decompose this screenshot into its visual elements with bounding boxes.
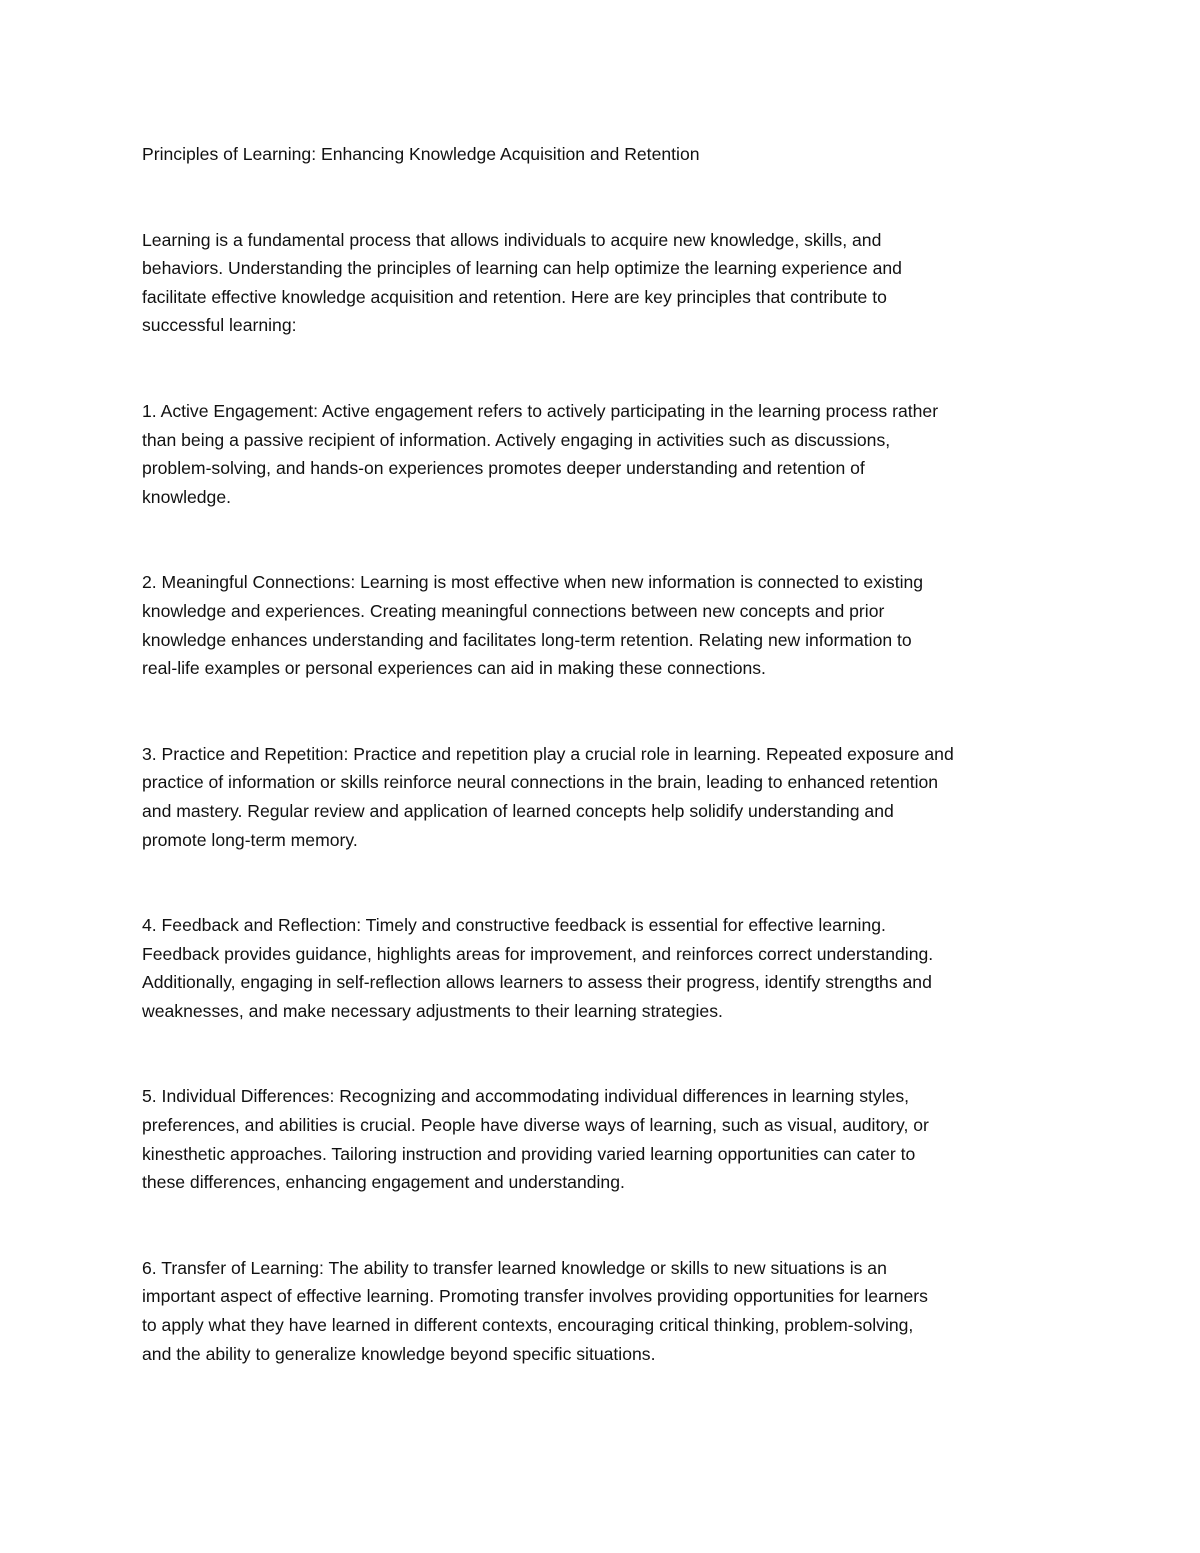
- paragraph-line: Feedback provides guidance, highlights areas for improvement, and reinforces correct understanding.: [142, 943, 934, 964]
- principle-paragraph: [142, 568, 1062, 682]
- principle-paragraph: [142, 1254, 1062, 1368]
- paragraph-line: preferences, and abilities is crucial. People have diverse ways of learning, such as visual, auditory, or: [142, 1115, 929, 1136]
- paragraph-line: 5. Individual Differences: Recognizing and accommodating individual differences in learning styles,: [142, 1086, 910, 1107]
- principle-paragraph: [142, 1082, 1062, 1196]
- paragraph-line: 1. Active Engagement: Active engagement refers to actively participating in the learning process rather: [142, 400, 939, 421]
- paragraph-line: kinesthetic approaches. Tailoring instruction and providing varied learning opportunities can cater to: [142, 1143, 916, 1164]
- paragraph-line: Additionally, engaging in self-reflection allows learners to assess their progress, identify strengths and: [142, 972, 932, 993]
- paragraph-line: promote long-term memory.: [142, 829, 358, 850]
- paragraph-line: weaknesses, and make necessary adjustments to their learning strategies.: [142, 1000, 723, 1021]
- paragraph-line: knowledge and experiences. Creating meaningful connections between new concepts and prior: [142, 600, 885, 621]
- paragraph-line: knowledge.: [142, 486, 232, 507]
- paragraph-line: 2. Meaningful Connections: Learning is most effective when new information is connected to existing: [142, 572, 924, 593]
- paragraph-line: Learning is a fundamental process that allows individuals to acquire new knowledge, skills, and: [142, 229, 882, 250]
- document-title: Principles of Learning: Enhancing Knowledge Acquisition and Retention: [142, 144, 700, 164]
- principle-paragraph: [142, 397, 1062, 511]
- paragraph-line: real-life examples or personal experiences can aid in making these connections.: [142, 658, 766, 679]
- paragraph-line: 6. Transfer of Learning: The ability to transfer learned knowledge or skills to new situations is an: [142, 1257, 887, 1278]
- paragraph-line: to apply what they have learned in different contexts, encouraging critical thinking, problem-solving,: [142, 1315, 914, 1336]
- paragraph-line: than being a passive recipient of information. Actively engaging in activities such as discussions,: [142, 429, 891, 450]
- paragraph-line: facilitate effective knowledge acquisition and retention. Here are key principles that contribute to: [142, 286, 887, 307]
- paragraph-line: and the ability to generalize knowledge beyond specific situations.: [142, 1343, 656, 1364]
- paragraph-line: 3. Practice and Repetition: Practice and repetition play a crucial role in learning. Repeated exposure and: [142, 743, 954, 764]
- paragraph-line: and mastery. Regular review and application of learned concepts help solidify understanding and: [142, 800, 894, 821]
- paragraph-line: these differences, enhancing engagement and understanding.: [142, 1172, 625, 1193]
- paragraph-line: practice of information or skills reinforce neural connections in the brain, leading to enhanced retention: [142, 772, 939, 793]
- paragraph-line: important aspect of effective learning. Promoting transfer involves providing opportunities for learners: [142, 1286, 928, 1307]
- document-body: [142, 226, 1062, 1369]
- principle-paragraph: [142, 740, 1062, 854]
- intro-paragraph: [142, 226, 1062, 340]
- paragraph-line: 4. Feedback and Reflection: Timely and constructive feedback is essential for effective learning.: [142, 915, 886, 936]
- document-content: [142, 140, 1062, 1425]
- paragraph-line: knowledge enhances understanding and facilitates long-term retention. Relating new information to: [142, 629, 912, 650]
- principle-paragraph: [142, 911, 1062, 1025]
- paragraph-line: successful learning:: [142, 315, 297, 336]
- paragraph-line: behaviors. Understanding the principles of learning can help optimize the learning experience and: [142, 258, 902, 279]
- paragraph-line: problem-solving, and hands-on experiences promotes deeper understanding and retention of: [142, 458, 865, 479]
